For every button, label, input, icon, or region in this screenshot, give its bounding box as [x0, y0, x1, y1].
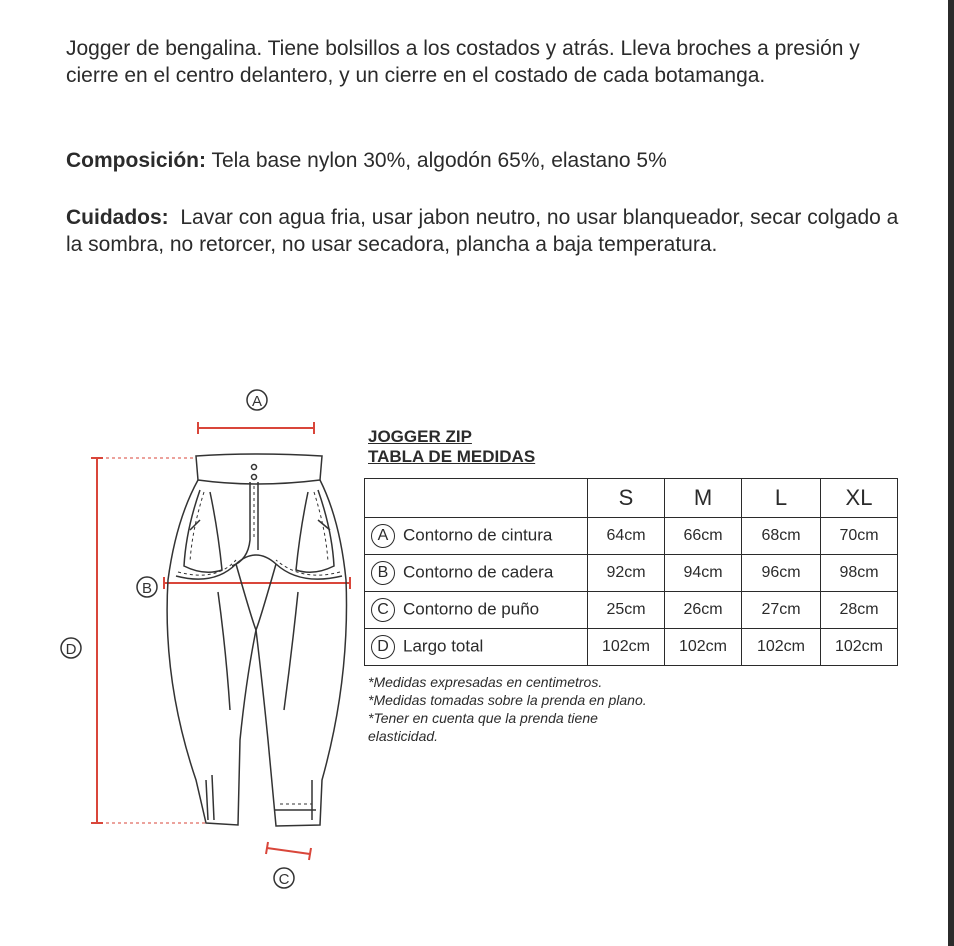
row-label-text: Contorno de cintura: [403, 525, 553, 545]
marker-a-label: A: [251, 393, 263, 410]
table-row: [365, 555, 898, 592]
care-paragraph: [66, 204, 906, 258]
size-table: [364, 478, 898, 666]
size-notes: [368, 673, 668, 745]
marker-d: [61, 638, 81, 658]
care-label: Cuidados:: [66, 206, 169, 229]
table-row: [365, 629, 898, 666]
care-text: Lavar con agua fria, usar jabon neutro, no usar blanqueador, secar colgado a la sombra, no retorcer, no usar secadora, plancha a baja temperatura.: [66, 206, 905, 256]
row-letter-d: D: [371, 635, 395, 659]
note-units: *Medidas expresadas en centimetros.: [368, 674, 603, 690]
cell-cuff-m: 26cm: [665, 592, 742, 629]
row-letter-b: B: [371, 561, 395, 585]
size-header-l: L: [742, 479, 821, 518]
cuff-measure-line: [266, 842, 311, 860]
composition-paragraph: [66, 147, 906, 174]
cell-hip-xl: 98cm: [821, 555, 898, 592]
cell-waist-m: 66cm: [665, 518, 742, 555]
cell-waist-l: 68cm: [742, 518, 821, 555]
row-label-length: [365, 629, 588, 666]
row-label-text: Contorno de puño: [403, 599, 540, 619]
size-table-title-line2: TABLA DE MEDIDAS: [368, 447, 536, 466]
note-flat: *Medidas tomadas sobre la prenda en plano.: [368, 692, 647, 708]
marker-b-label: B: [141, 580, 153, 597]
size-header-s: S: [588, 479, 665, 518]
marker-c-label: C: [278, 871, 290, 888]
marker-d-label: D: [65, 641, 77, 658]
right-edge-bar: [948, 0, 954, 946]
table-row: [365, 592, 898, 629]
marker-b: [137, 577, 157, 597]
row-label-waist: [365, 518, 588, 555]
note-elasticity: *Tener en cuenta que la prenda tiene elasticidad.: [368, 710, 598, 744]
pants-diagram: [0, 380, 360, 900]
row-label-hip: [365, 555, 588, 592]
cell-hip-s: 92cm: [588, 555, 665, 592]
cell-hip-m: 94cm: [665, 555, 742, 592]
cell-length-l: 102cm: [742, 629, 821, 666]
cell-cuff-xl: 28cm: [821, 592, 898, 629]
size-table-header-row: [365, 479, 898, 518]
row-label-cuff: [365, 592, 588, 629]
row-label-text: Contorno de cadera: [403, 562, 554, 582]
cell-length-s: 102cm: [588, 629, 665, 666]
size-header-m: M: [665, 479, 742, 518]
waist-measure-line: [198, 422, 314, 434]
cell-cuff-l: 27cm: [742, 592, 821, 629]
row-letter-c: C: [371, 598, 395, 622]
cell-waist-xl: 70cm: [821, 518, 898, 555]
cell-length-m: 102cm: [665, 629, 742, 666]
row-label-text: Largo total: [403, 636, 484, 656]
cell-length-xl: 102cm: [821, 629, 898, 666]
cell-waist-s: 64cm: [588, 518, 665, 555]
size-table-title-line1: JOGGER ZIP: [368, 427, 472, 446]
row-letter-a: A: [371, 524, 395, 548]
size-table-corner: [365, 479, 588, 518]
cell-hip-l: 96cm: [742, 555, 821, 592]
size-header-xl: XL: [821, 479, 898, 518]
marker-a: [247, 390, 267, 410]
composition-text: Tela base nylon 30%, algodón 65%, elastano 5%: [206, 149, 667, 172]
length-measure-line: [91, 458, 103, 823]
table-row: [365, 518, 898, 555]
size-table-title: [368, 427, 535, 467]
cell-cuff-s: 25cm: [588, 592, 665, 629]
product-description: Jogger de bengalina. Tiene bolsillos a los costados y atrás. Lleva broches a presión y cierre en el centro delantero, y un cierre en el costado de cada botamanga.: [66, 37, 860, 87]
marker-c: [274, 868, 294, 888]
composition-label: Composición:: [66, 149, 206, 172]
